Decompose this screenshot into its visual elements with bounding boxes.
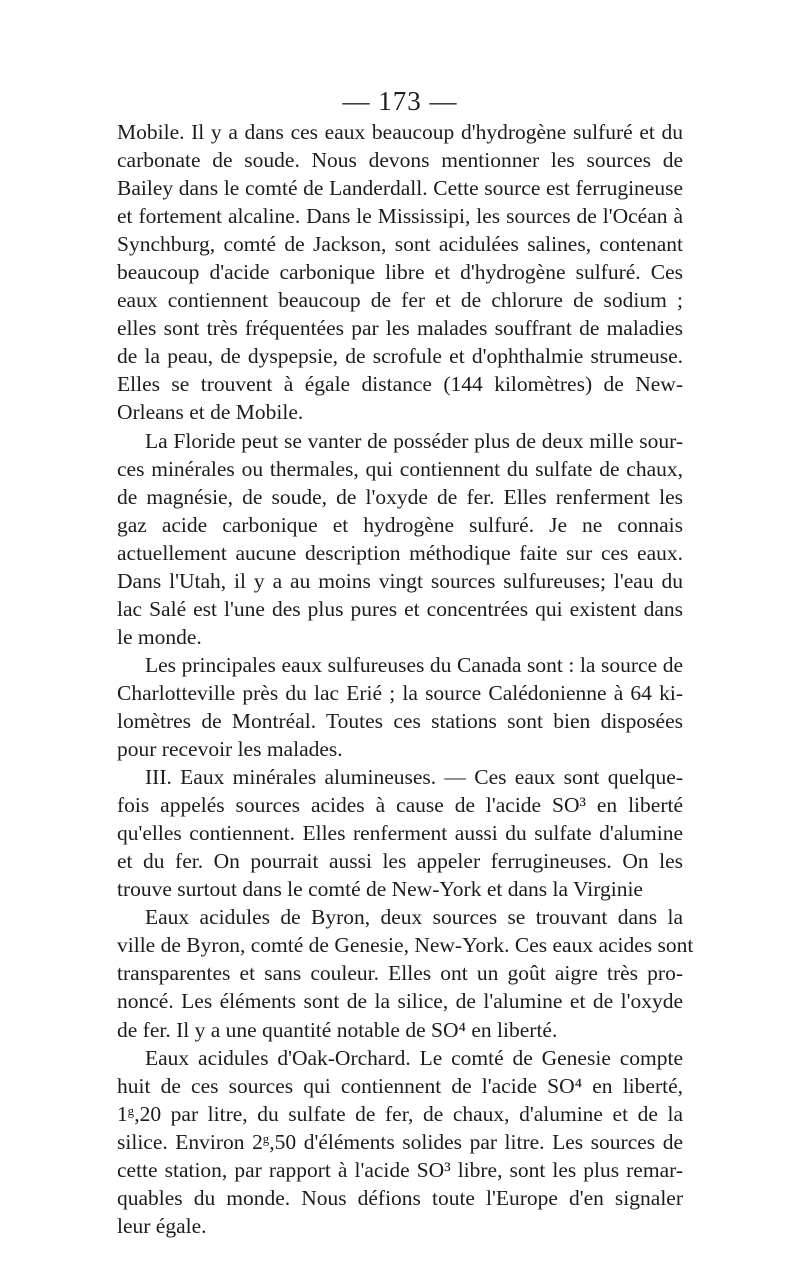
text-line: de magnésie, de soude, de l'oxyde de fer. Elles renferment les [117, 484, 683, 509]
text-line: silice. Environ 2ᵍ,50 d'éléments solides par litre. Les sources de [117, 1129, 683, 1154]
text-line: Eaux acidules d'Oak-Orchard. Le comté de Genesie compte [145, 1045, 683, 1070]
text-line: actuellement aucune description méthodique faite sur ces eaux. [117, 540, 683, 565]
text-line: ville de Byron, comté de Genesie, New-York. Ces eaux acides sont [117, 933, 694, 958]
text-line: III. Eaux minérales alumineuses. — Ces eaux sont quelque- [145, 765, 683, 790]
text-line: Bailey dans le comté de Landerdall. Cette source est ferrugineuse [117, 176, 683, 201]
text-line: gaz acide carbonique et hydrogène sulfuré. Je ne connais [117, 512, 683, 537]
text-line: huit de ces sources qui contiennent de l'acide SO⁴ en liberté, [117, 1073, 683, 1098]
text-line: fois appelés sources acides à cause de l'acide SO³ en liberté [117, 793, 683, 818]
text-line: eaux contiennent beaucoup de fer et de chlorure de sodium ; [117, 288, 683, 313]
text-line: Mobile. Il y a dans ces eaux beaucoup d'hydrogène sulfuré et du [117, 120, 683, 144]
text-line: carbonate de soude. Nous devons mentionner les sources de [117, 148, 683, 173]
text-line: Charlotteville près du lac Erié ; la source Calédonienne à 64 ki- [117, 680, 683, 705]
body-text [117, 118, 694, 1240]
text-line: de fer. Il y a une quantité notable de SO⁴ en liberté. [117, 1017, 558, 1042]
text-line: le monde. [117, 624, 202, 649]
page-number: — 173 — [342, 86, 458, 116]
text-line: transparentes et sans couleur. Elles ont un goût aigre très pro- [117, 961, 683, 986]
text-line: et du fer. On pourrait aussi les appeler ferrugineuses. On les [117, 849, 683, 874]
text-line: Dans l'Utah, il y a au moins vingt sources sulfureuses; l'eau du [117, 568, 683, 593]
text-line: trouve surtout dans le comté de New-York et dans la Virginie [117, 877, 643, 902]
text-line: quables du monde. Nous défions toute l'Europe d'en signaler [117, 1185, 683, 1210]
text-line: La Floride peut se vanter de posséder plus de deux mille sour- [145, 428, 683, 453]
text-line: Eaux acidules de Byron, deux sources se trouvant dans la [145, 905, 683, 930]
text-line: lomètres de Montréal. Toutes ces stations sont bien disposées [117, 708, 683, 733]
text-line: Elles se trouvent à égale distance (144 kilomètres) de New- [117, 372, 683, 397]
text-line: cette station, par rapport à l'acide SO³ libre, sont les plus remar- [117, 1157, 683, 1182]
text-line: Orleans et de Mobile. [117, 400, 304, 425]
text-line: et fortement alcaline. Dans le Mississipi, les sources de l'Océan à [117, 204, 683, 229]
text-line: lac Salé est l'une des plus pures et concentrées qui existent dans [117, 596, 683, 621]
text-line: Synchburg, comté de Jackson, sont acidulées salines, contenant [117, 232, 683, 257]
text-line: 1ᵍ,20 par litre, du sulfate de fer, de chaux, d'alumine et de la [117, 1101, 683, 1126]
text-line: leur égale. [117, 1213, 207, 1238]
text-line: qu'elles contiennent. Elles renferment aussi du sulfate d'alumine [117, 821, 683, 846]
text-line: Les principales eaux sulfureuses du Canada sont : la source de [145, 652, 683, 677]
text-line: ces minérales ou thermales, qui contiennent du sulfate de chaux, [117, 456, 683, 481]
text-line: beaucoup d'acide carbonique libre et d'hydrogène sulfuré. Ces [117, 260, 683, 285]
text-line: noncé. Les éléments sont de la silice, de l'alumine et de l'oxyde [117, 989, 683, 1014]
text-line: elles sont très fréquentées par les malades souffrant de maladies [117, 316, 683, 341]
text-line: pour recevoir les malades. [117, 737, 343, 762]
text-line: de la peau, de dyspepsie, de scrofule et d'ophthalmie strumeuse. [117, 344, 683, 369]
